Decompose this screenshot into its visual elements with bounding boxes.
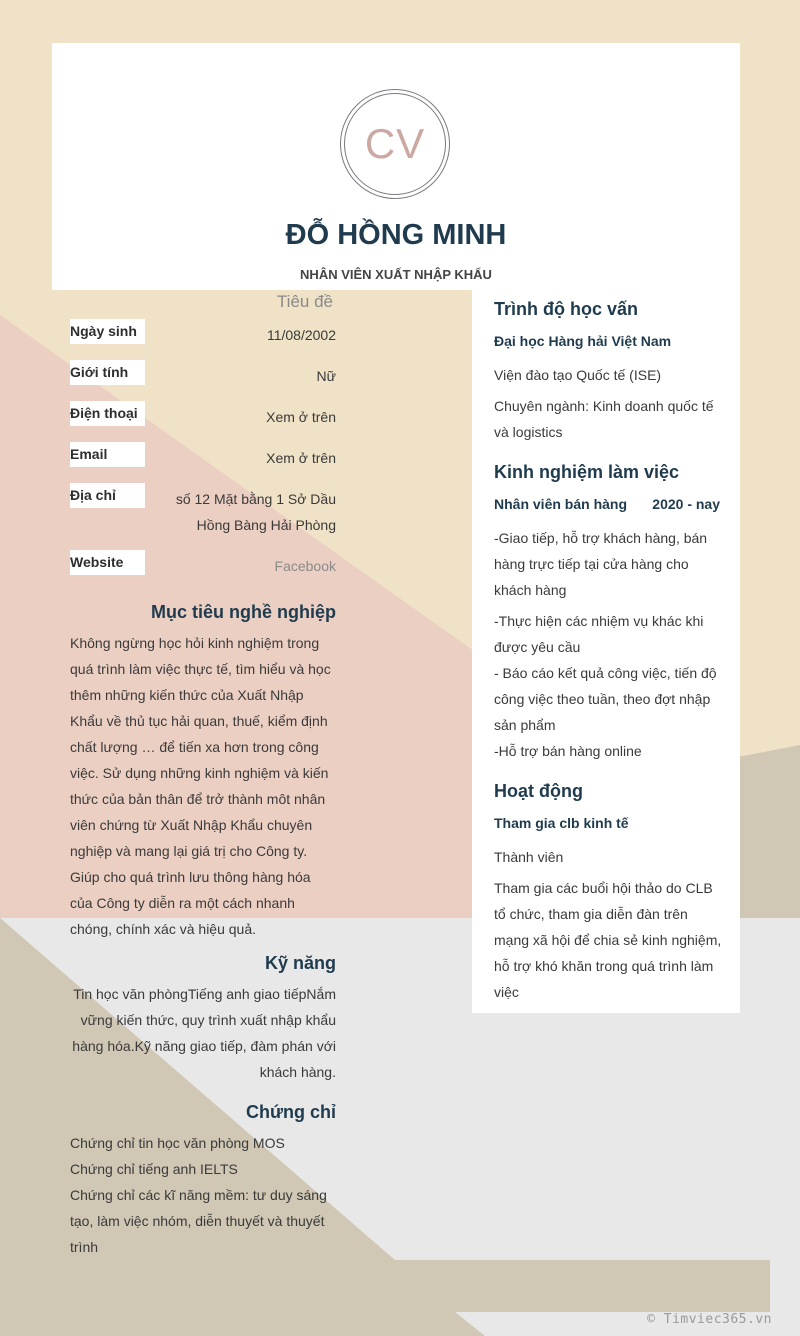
info-value: Nữ [316,368,336,384]
certificate-item: Chứng chỉ tiếng anh IELTS [70,1161,238,1177]
info-label: Email [70,442,145,467]
right-column-card [472,290,740,1013]
skills-text: Tin học văn phòngTiếng anh giao tiếpNắm vững kiến thức, quy trình xuất nhập khẩu hàng hóa.Kỹ năng giao tiếp, đàm phán với khách hàng. [72,986,336,1080]
experience-title: Kinh nghiệm làm việc [494,462,680,482]
info-value: Xem ở trên [266,450,336,466]
education-institute: Viện đào tạo Quốc tế (ISE) [494,367,662,383]
info-value: 11/08/2002 [266,327,336,343]
objective-text: Không ngừng học hỏi kinh nghiệm trong quá trình làm việc thực tế, tìm hiểu và học thêm những kiến thức của Xuất Nhập Khẩu về thủ tục hải quan, thuế, kiểm định chất lượng … để tiến xa hơn trong công việc. Sử dụng những kinh nghiệm và kiến thức của bản thân để trở thành môt nhân viên chứng từ Xuất Nhập Khẩu chuyên nghiệp và mang lại giá trị cho Công ty. Giúp cho quá trình lưu thông hàng hóa của Công ty diễn ra một cách nhanh chóng, chính xác và hiệu quả. [70,635,331,937]
info-label: Ngày sinh [70,319,145,344]
watermark: © Timviec365.vn [647,1312,772,1327]
experience-period: 2020 - nay [652,496,720,512]
education-school: Đại học Hàng hải Việt Nam [494,333,672,349]
activities-title: Hoạt động [494,781,583,801]
info-subtitle: Tiêu đề [276,292,333,311]
header-card [52,43,740,290]
cv-logo-text: CV [344,93,446,195]
cv-logo [340,89,450,199]
skills-title: Kỹ năng [264,953,336,973]
education-title: Trình độ học vấn [494,299,639,319]
info-label: Địa chỉ [70,483,145,508]
info-label: Giới tính [70,360,145,385]
info-value: số 12 Mặt bằng 1 Sở Dầu Hồng Bàng Hải Phòng [175,491,336,533]
certificates-title: Chứng chỉ [245,1102,336,1122]
job-title: NHÂN VIÊN XUẤT NHẬP KHẨU [300,267,492,282]
experience-header [494,496,726,512]
activities-description: Tham gia các buổi hội thảo do CLB tổ chức, tham gia diễn đàn trên mạng xã hội để chia sẻ kinh nghiệm, hỗ trợ khó khăn trong quá trình làm việc [494,880,722,1000]
info-label: Website [70,550,145,575]
experience-duty: -Giao tiếp, hỗ trợ khách hàng, bán hàng trực tiếp tại cửa hàng cho khách hàng [494,530,708,598]
experience-duty: - Báo cáo kết quả công việc, tiến độ công việc theo tuần, theo đợt nhập sản phẩm [494,665,717,733]
info-value: Xem ở trên [266,409,336,425]
certificates-list [70,1130,336,1260]
activities-role: Thành viên [494,849,564,865]
experience-duty: -Hỗ trợ bán hàng online [494,743,642,759]
info-label: Điện thoại [70,401,145,426]
experience-duty: -Thực hiện các nhiệm vụ khác khi được yêu cầu [494,613,704,655]
certificate-item: Chứng chỉ tin học văn phòng MOS [70,1135,285,1151]
experience-position: Nhân viên bán hàng [494,496,628,512]
candidate-name: ĐỖ HỒNG MINH [285,219,507,251]
website-link[interactable]: Facebook [274,558,336,574]
certificate-item: Chứng chỉ các kĩ năng mềm: tư duy sáng tạo, làm việc nhóm, diễn thuyết và thuyết trình [70,1187,327,1255]
objective-title: Mục tiêu nghề nghiệp [151,602,336,622]
activities-org: Tham gia clb kinh tế [494,815,629,831]
education-major: Chuyên ngành: Kinh doanh quốc tế và logistics [494,398,714,440]
